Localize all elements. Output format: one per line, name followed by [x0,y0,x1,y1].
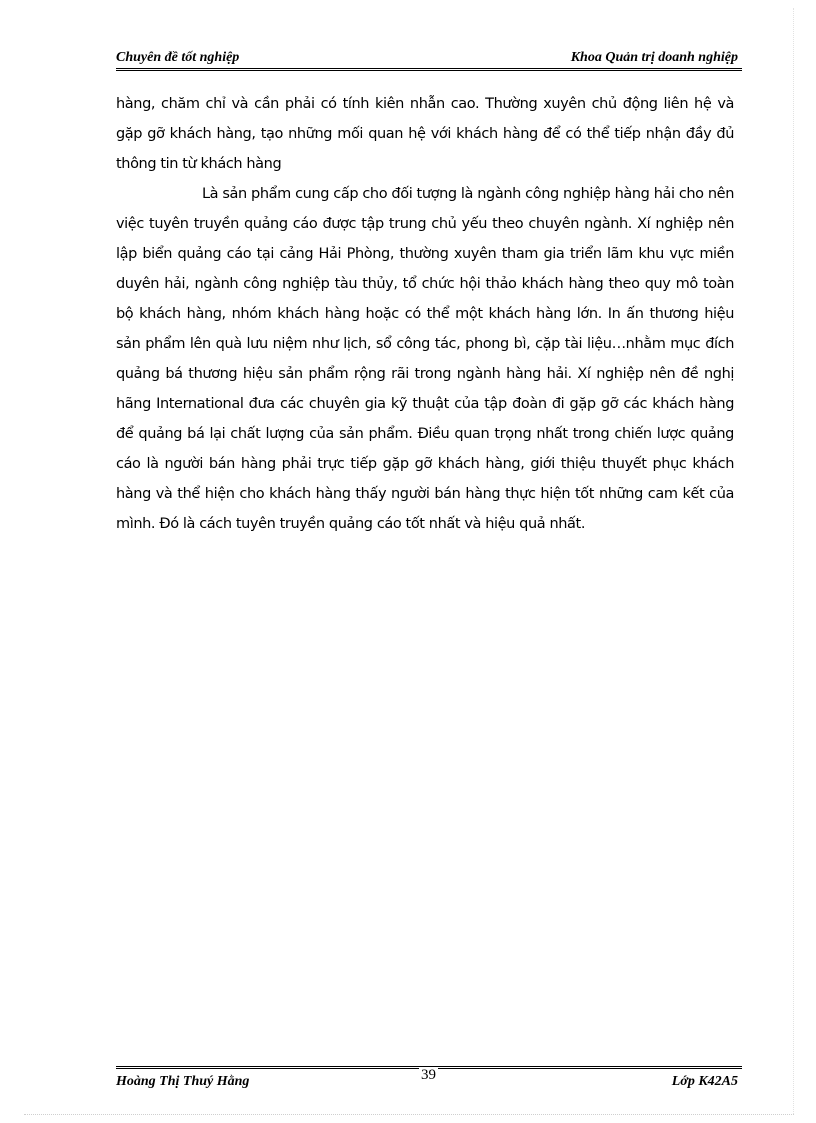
body-text [116,89,734,539]
paragraph-advertising: Là sản phẩm cung cấp cho đối tượng là ngành công nghiệp hàng hải cho nên việc tuyên truyền quảng cáo được tập trung chủ yếu theo chuyên ngành. Xí nghiệp nên lập biển quảng cáo tại cảng Hải Phòng, thường xuyên tham gia triển lãm khu vực miền duyên hải, ngành công nghiệp tàu thủy, tổ chức hội thảo khách hàng theo quy mô toàn bộ khách hàng, nhóm khách hàng hoặc có thể một khách hàng lớn. In ấn thương hiệu sản phẩm lên quà lưu niệm như lịch, sổ công tác, phong bì, cặp tài liệu…nhằm mục đích quảng bá thương hiệu sản phẩm rộng rãi trong ngành hàng hải. Xí nghiệp nên đề nghị hãng International đưa các chuyên gia kỹ thuật của tập đoàn đi gặp gỡ các khách hàng để quảng bá lại chất lượng của sản phẩm. Điều quan trọng nhất trong chiến lược quảng cáo là người bán hàng phải trực tiếp gặp gỡ khách hàng, giới thiệu thuyết phục khách hàng và thể hiện cho khách hàng thấy người bán hàng thực hiện tốt những cam kết của mình. Đó là cách tuyên truyền quảng cáo tốt nhất và hiệu quả nhất. [116,186,734,532]
footer-author: Hoàng Thị Thuý Hằng [116,1074,250,1089]
page-header [116,48,742,71]
page-number: 39 [421,1067,436,1083]
page-footer [116,1066,742,1095]
header-faculty: Khoa Quản trị doanh nghiệp [570,50,738,65]
paragraph-continuation: hàng, chăm chỉ và cần phải có tính kiên nhẫn cao. Thường xuyên chủ động liên hệ và gặp gỡ khách hàng, tạo những mối quan hệ với khách hàng để có thể tiếp nhận đầy đủ thông tin từ khách hàng [116,96,734,172]
footer-class: Lớp K42A5 [671,1074,738,1089]
page-edge-right [793,8,794,1114]
page-edge-bottom [24,1114,794,1115]
header-thesis-title: Chuyên đề tốt nghiệp [116,50,240,65]
